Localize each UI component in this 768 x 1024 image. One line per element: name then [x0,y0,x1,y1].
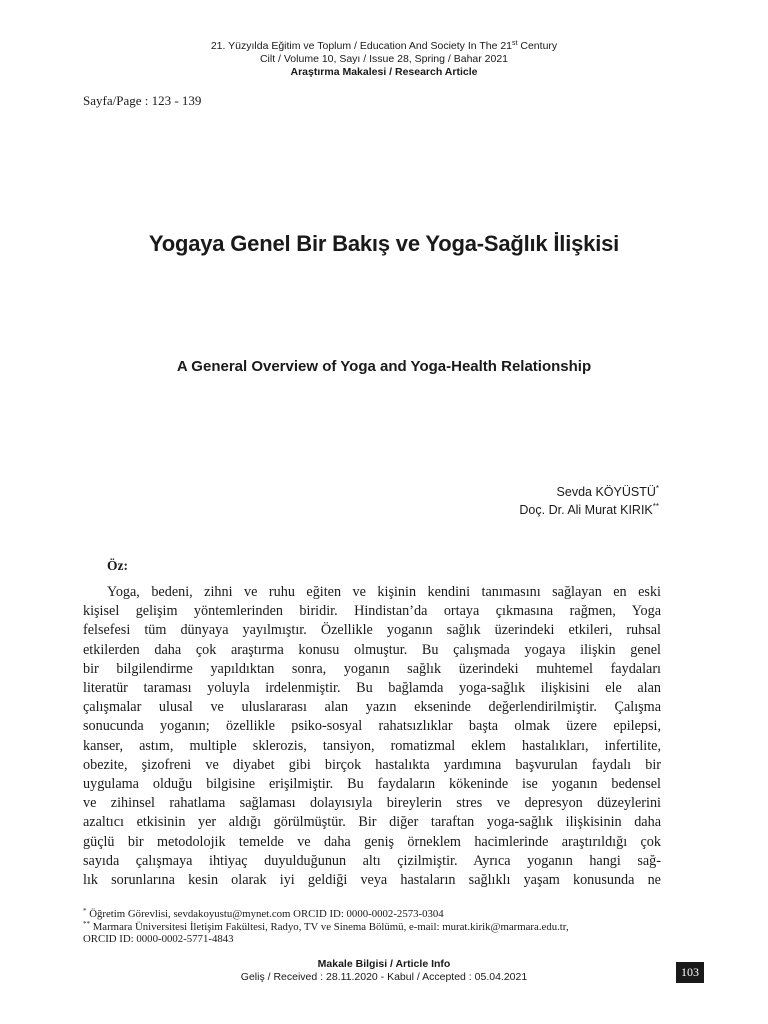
abstract-body [83,583,661,890]
page-number-badge: 103 [676,962,704,983]
author-2: Doç. Dr. Ali Murat KIRIK** [519,502,659,517]
abstract-line: sayıda çalışmaya ihtiyaç duyulduğunun altı çizilmiştir. Ayrıca yoganın hangi sağ- [83,852,661,869]
abstract-line: literatür taraması yoluyla irdelenmiştir. Bu bağlamda yoga-sağlık ilişkisini ele alan [83,680,661,697]
abstract-heading: Öz: [107,558,128,573]
journal-header [0,40,768,79]
abstract-line: kanser, astım, multiple sklerozis, tansiyon, romatizmal eklem hastalıkları, infertilite, [83,737,661,754]
abstract-line: obezite, şizofreni ve diyabet gibi birçok hastalıkta yardımına başvurulan faydalı bir [83,756,661,773]
article-info-dates: Geliş / Received : 28.11.2020 - Kabul / Accepted : 05.04.2021 [240,971,528,983]
abstract-line: çalışmalar ulusal ve uluslararası alan yazın ekseninde değerlendirilmiştir. Çalışma [83,699,661,716]
abstract-line: lık sorunlarına kesin olarak iyi geldiği veya hastaların sağlıklı yaşam konusunda ne [83,872,661,889]
abstract-line: Yoga, bedeni, zihni ve ruhu eğiten ve kişinin kendini tanımasını sağlayan en eski [107,584,661,600]
abstract-line: azaltıcı etkisinin yer aldığı görülmüştür. Bir diğer taraftan yoga-sağlık ilişkisinin daha [83,814,661,831]
article-info [0,958,768,984]
page-range: Sayfa/Page : 123 - 139 [83,93,202,108]
abstract-line: etkilerden daha çok araştırma konusu olmuştur. Bu çalışmada yogaya ilişkin genel [83,641,661,658]
abstract-line: sonucunda yoganın; özellikle psiko-sosyal rahatsızlıklar başta olmak üzere epilepsi, [83,718,661,735]
footnote-2: ** Marmara Üniversitesi İletişim Fakültesi, Radyo, TV ve Sinema Bölümü, e-mail: murat.kirik@marmara.edu.tr, [83,919,569,933]
authors-block [519,483,659,519]
abstract-line: güçlü bir metodolojik temelde ve daha geniş örneklem hacimlerinde araştırıldığı çok [83,833,661,850]
article-type-line: Araştırma Makalesi / Research Article [290,66,478,78]
footnote-2-continued: ORCID ID: 0000-0002-5771-4843 [83,933,234,945]
journal-title-line: 21. Yüzyılda Eğitim ve Toplum / Education And Society In The 21st Century [210,40,558,52]
abstract-line: uygulama olduğu bilgisine erişilmiştir. Bu faydaların kökeninde ise yoganın bedensel [83,776,661,793]
title-turkish: Yogaya Genel Bir Bakış ve Yoga-Sağlık İlişkisi [148,231,620,256]
article-info-heading: Makale Bilgisi / Article Info [317,958,451,970]
footnote-1: * Öğretim Görevlisi, sevdakoyustu@mynet.com ORCID ID: 0000-0002-2573-0304 [83,907,444,920]
title-english: A General Overview of Yoga and Yoga-Health Relationship [176,358,592,375]
abstract-line: kişisel gelişim yöntemlerinden biridir. Hindistan’da ortaya çıkmasına rağmen, Yoga [83,603,661,620]
abstract-line: felsefesi tüm dünyaya yayılmıştır. Özellikle yoganın sağlık üzerindeki etkileri, ruhsal [83,622,661,639]
abstract-line: ve zihinsel rahatlama sağlaması dolayısıyla bireylerin stres ve depresyon düzeylerini [83,795,661,812]
author-1: Sevda KÖYÜSTÜ* [556,484,659,499]
abstract-line: bir bilgilendirme yapıldıktan sonra, yoganın sağlık üzerindeki muhtemel faydaları [83,660,661,677]
journal-volume-line: Cilt / Volume 10, Sayı / Issue 28, Spring / Bahar 2021 [259,53,509,65]
footnotes [83,908,663,946]
